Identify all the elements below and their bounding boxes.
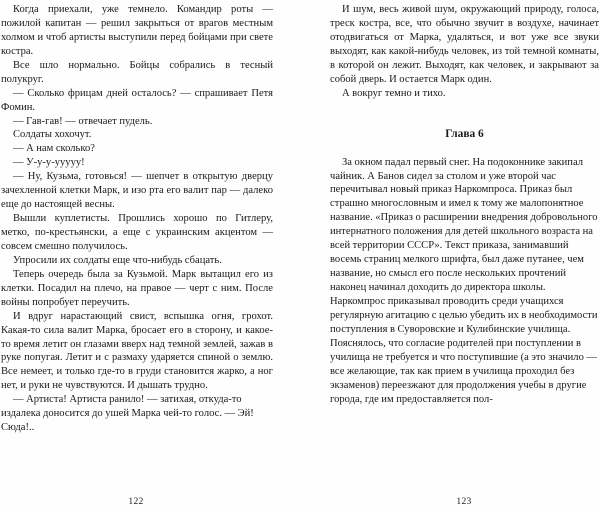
paragraph: Теперь очередь была за Кузьмой. Марк вытащил его из клетки. Посадил на плечо, на правое — черт с ним. После войны попробует переучить. (1, 268, 273, 308)
page-number-left: 122 (128, 496, 144, 507)
page-left (0, 0, 275, 512)
paragraph: И шум, весь живой шум, окружающий природу, голоса, треск костра, все, что обычно звучит в воздухе, начинает отодвигаться от Марка, удаляться, и вот уже все звуки выходят, как какой-нибудь человек, из той темной комнаты, в которой он лежит. Выходят, как человек, и закрывают за собой дверь. И остается Марк один. (330, 4, 599, 85)
page-number-right: 123 (456, 496, 472, 507)
left-page-textblock (1, 3, 273, 435)
paragraph: Все шло нормально. Бойцы собрались в тесный полукруг. (1, 59, 273, 85)
chapter-body (330, 156, 599, 407)
paragraph: — А нам сколько? (13, 143, 95, 155)
paragraph: — Гав-гав! — отвечает пудель. (13, 115, 153, 127)
paragraph: И вдруг нарастающий свист, вспышка огня, грохот. Какая-то сила валит Марка, бросает его в сторону, и какое-то время летит он глазами вверх над темной землей, зажав в руке попугая. Летит и с размаху ударяется спиной о землю. Все немеет, и только где-то в груди становится жарко, а ног нет, и руки не чувствуются. И дышать трудно. (1, 310, 273, 392)
paragraph: А вокруг темно и тихо. (342, 87, 446, 99)
paragraph: Солдаты хохочут. (13, 129, 92, 141)
paragraph: — Артиста! Артиста ранило! — затихая, откуда-то издалека доносится до ушей Марка чей-то голос. — Эй! Сюда!.. (1, 394, 254, 434)
right-page-textblock (330, 3, 599, 406)
paragraph: — Ну, Кузьма, готовься! — шепчет в открытую дверцу зачехленной клетки Марк, и изо рта его валит пар — далеко еще до настоящей весны. (1, 171, 273, 211)
paragraph: — Сколько фрицам дней осталось? — спрашивает Петя Фомин. (1, 87, 273, 113)
paragraph: Вышли куплетисты. Прошлись хорошо по Гитлеру, метко, по-крестьянски, а еще с украинским акцентом — совсем смешно получилось. (1, 213, 273, 252)
chapter-heading: Глава 6 (445, 128, 484, 141)
paragraph: — У-у-у-ууууу! (13, 157, 85, 169)
paragraph: За окном падал первый снег. На подоконнике закипал чайник. А Банов сидел за столом и уже второй час перечитывал новый приказ Наркомпроса. Приказ был страшно многословным и имел к тому же малопонятное название. «Приказ о расширении внедрения добровольного интернатного положения для детей школьного возраста на всей территории СССР». Текст приказа, занимавший восемь страниц мелкого шрифта, был даже путанее, чем название, но смысл его после нескольких прочтений наконец начинал доходить до директора школы. Наркомпрос приказывал проводить среди учащихся регулярную агитацию с целью убедить их в необходимости поступления в Суворовские и Кулибинские училища. Пояснялось, что согласие родителей при поступлении в училища не требуется и что поступившие (а это значило — все желающие, так как прием в училища проходил без экзаменов) переезжают для продолжения учебы в другие города, где им предоставляется пол- (330, 156, 598, 405)
page-right (328, 0, 600, 512)
paragraph: Упросили их солдаты еще что-нибудь сбацать. (13, 254, 222, 266)
paragraph: Когда приехали, уже темнело. Командир роты — пожилой капитан — решил закрыться от врагов местным холмом и чтоб артисты выступили перед бойцами при свете костра. (1, 4, 273, 57)
